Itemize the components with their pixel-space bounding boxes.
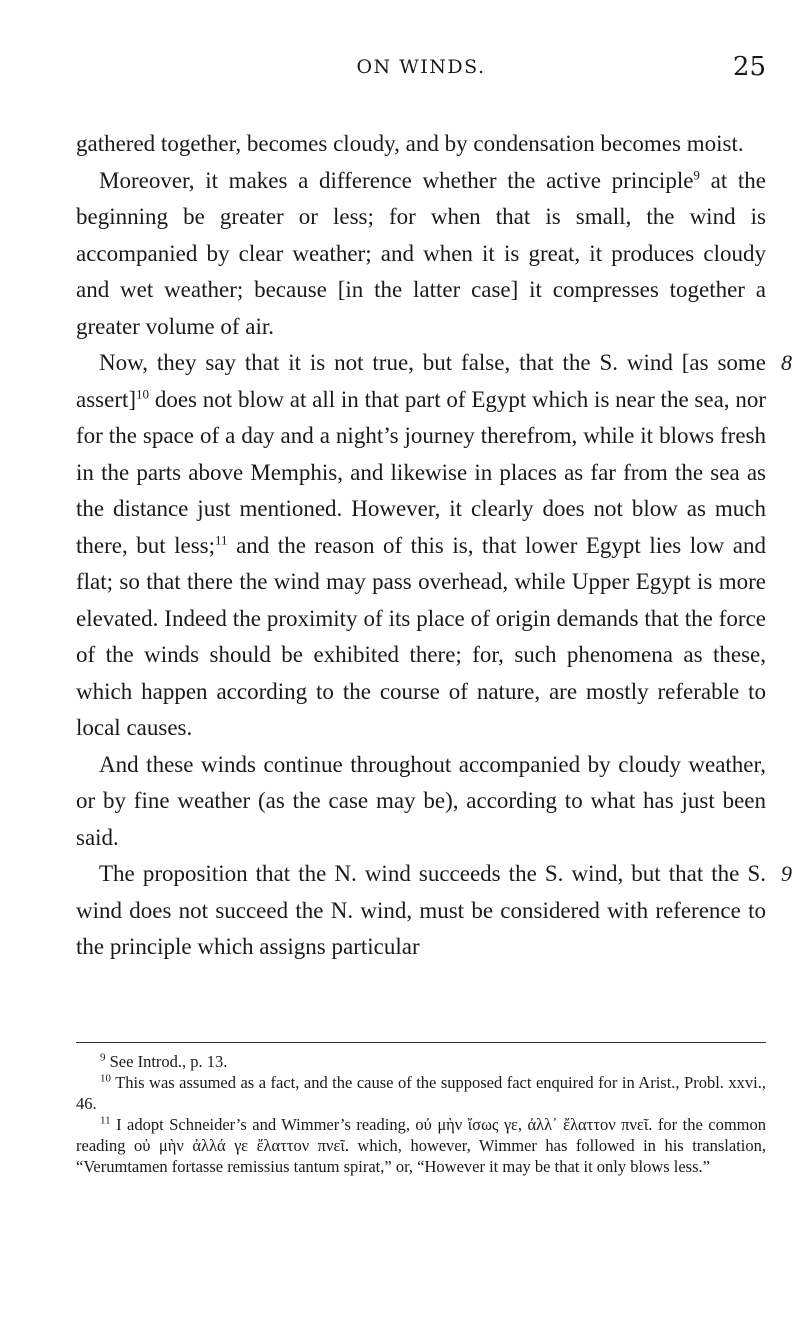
footnote: [76, 1051, 766, 1072]
footnote-number: 11: [100, 1114, 111, 1127]
footnote-divider: [76, 1042, 766, 1043]
paragraph: [76, 163, 766, 346]
paragraph-continuation: [76, 126, 766, 163]
paragraph-text: And these winds continue throughout accompanied by cloudy weather, or by fine weather (as the case may be), according to what has just been said.: [76, 751, 766, 850]
main-text: [76, 126, 792, 966]
footnote-ref: 10: [136, 385, 150, 401]
footnote-text: See Introd., p. 13.: [109, 1052, 228, 1071]
footnote: [76, 1114, 766, 1177]
paragraph-text: at the beginning be greater or less; for when that is small, the wind is accompanied by clear weather; and when it is great, it produces cloudy and wet weather; because [in the latter case] it compresses together a greater volume of air.: [76, 167, 767, 339]
footnotes: [76, 1051, 766, 1177]
paragraph-section-8: [76, 345, 792, 747]
footnote: [76, 1072, 766, 1114]
footnote-number: 10: [100, 1072, 111, 1085]
paragraph-text: and the reason of this is, that lower Egypt lies low and flat; so that there the wind may pass overhead, while Upper Egypt is more elevated. Indeed the proximity of its place of origin demands that the force of the winds should be exhibited there; for, such phenomena as these, which happen according to the course of nature, are mostly referable to local causes.: [76, 532, 766, 740]
running-header: [76, 52, 766, 86]
paragraph-text: The proposition that the N. wind succeeds the S. wind, but that the S. wind does not succeed the N. wind, must be considered with reference to the principle which assigns particular: [76, 861, 766, 959]
page-number: 25: [732, 52, 766, 82]
paragraph-text: Now, they say that it is not true, but false, that the S. wind [as some assert]: [76, 350, 766, 412]
footnote-ref: 11: [215, 531, 228, 547]
section-number: 9: [781, 861, 792, 886]
footnote-text: This was assumed as a fact, and the cause of the supposed fact enquired for in Arist., Probl. xxvi., 46.: [76, 1073, 767, 1113]
paragraph-text: Moreover, it makes a difference whether the active principle: [99, 167, 694, 193]
section-number: 8: [781, 350, 792, 375]
paragraph-text: gathered together, becomes cloudy, and by condensation becomes moist.: [76, 131, 744, 156]
footnote-text: I adopt Schneider’s and Wimmer’s reading, οὐ μὴν ἴσως γε, ἀλλ᾽ ἔλαττον πνεῖ. for the common reading οὐ μὴν ἀλλά γε ἔλαττον πνεῖ. which, however, Wimmer has followed in his translation, “Verumtamen fortasse remissius tantum spirat,” or, “However it may be that it only blows less.”: [76, 1115, 766, 1176]
paragraph-section-9: [76, 856, 792, 966]
footnote-number: 9: [100, 1051, 106, 1064]
running-title: ON WINDS.: [356, 56, 486, 78]
footnote-ref: 9: [693, 166, 700, 182]
paragraph-text: does not blow at all in that part of Egypt which is near the sea, nor for the space of a day and a night’s journey therefrom, while it blows fresh in the parts above Memphis, and likewise in places as far from the sea as the distance just mentioned. However, it clearly does not blow as much there, but less;: [76, 386, 766, 558]
paragraph: [76, 747, 766, 857]
